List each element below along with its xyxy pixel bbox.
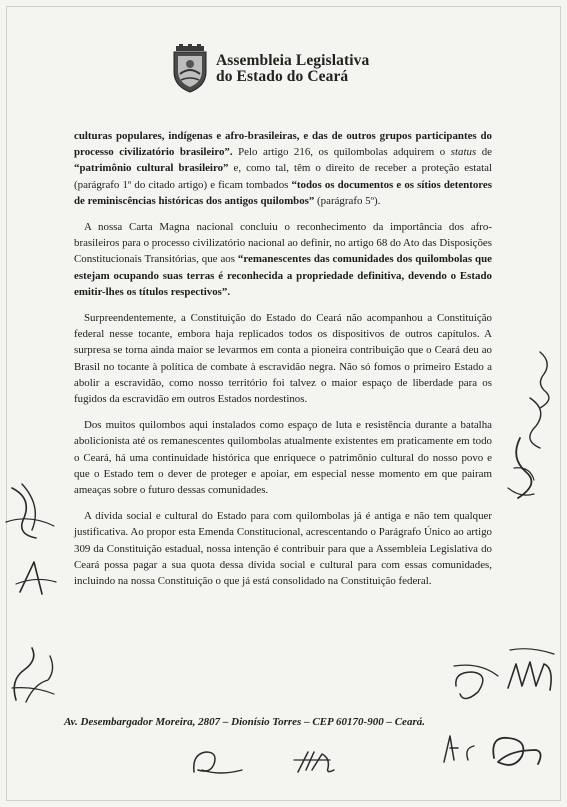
body-paragraph-1 xyxy=(74,128,492,209)
body-paragraph-3 xyxy=(74,310,492,407)
text-segment: “remanescentes das comunidades dos quilombolas que estejam ocupando suas terras é reconhecida a propriedade definitiva, devendo o Estado emitir-lhes os títulos respectivos”. xyxy=(74,253,492,298)
signature-right-3 xyxy=(440,722,550,772)
footer-address: Av. Desembargador Moreira, 2807 – Dionísio Torres – CEP 60170-900 – Ceará. xyxy=(64,716,425,728)
document-body xyxy=(74,128,492,599)
body-paragraph-4 xyxy=(74,417,492,498)
text-segment: Surpreendentemente, a Constituição do Estado do Ceará não acompanhou a Constituição federal nesse tocante, embora haja replicados todos os dispositivos de outros capítulos. A surpresa se torna ainda maior se levarmos em conta a pioneira contribuição que o Ceará deu ao Brasil no tocante à política de combate à escravidão negra. Não só fomos o primeiro Estado a abolir a escravidão, como nosso território foi talvez o maior espaço de liberdade para os fugidos da escravidão em outros Estados nordestinos. xyxy=(74,312,492,406)
text-segment: culturas populares, indígenas e afro-brasileiras, e das de outros grupos participantes do processo civilizatório brasileiro”. xyxy=(74,130,492,159)
text-segment: Pelo artigo 216, os quilombolas adquirem o xyxy=(232,146,451,159)
letterhead xyxy=(170,44,369,94)
text-segment: e, como tal, têm o direito de receber a proteção estatal (parágrafo 1º do citado artigo) e ficam tombados xyxy=(74,162,493,191)
signature-left-3 xyxy=(4,640,64,710)
signature-right-2 xyxy=(450,636,562,708)
text-segment: A nossa Carta Magna nacional concluiu o reconhecimento da importância dos afro-brasileiros para o processo civilizatório nacional ao definir, no artigo 68 do Ato das Disposições Constitucionais Transitórias, que aos xyxy=(74,221,492,266)
signature-bottom-2 xyxy=(290,746,340,776)
body-paragraph-5 xyxy=(74,508,492,589)
text-segment: Dos muitos quilombos aqui instalados como espaço de luta e resistência durante a batalha abolicionista até os remanescentes quilombolas atualmente existentes em praticamente em todo o Ceará, há uma continuidade histórica que enriquece o patrimônio cultural do nosso povo e que o Estado tem o dever de proteger e apoiar, em especial nesse momento em que pairam ameaças sobre o futuro dessas comunidades. xyxy=(74,419,492,497)
state-seal-icon xyxy=(170,44,210,94)
signature-left-2 xyxy=(12,556,62,602)
text-segment: “patrimônio cultural brasileiro” xyxy=(74,162,229,175)
institution-name xyxy=(216,53,369,86)
text-segment: status xyxy=(450,146,477,159)
institution-name-line2: do Estado do Ceará xyxy=(216,68,349,85)
signature-right-1 xyxy=(500,348,556,508)
signature-bottom-1 xyxy=(188,746,248,780)
text-segment: “todos os documentos e os sítios detentores de reminiscências históricas dos antigos quilombos” xyxy=(74,178,493,207)
text-segment: de xyxy=(476,146,492,159)
text-segment: A dívida social e cultural do Estado para com quilombolas já é antiga e não tem qualquer justificativa. Ao propor esta Emenda Constitucional, acrescentando o Parágrafo Único ao artigo 309 da Constituição estadual, nossa intenção é contribuir para que a Assembleia Legislativa do Ceará possa pagar a sua quota dessa dívida social e cultural para com essas comunidades, incluindo na nossa Constituição o que já está consolidado na Constituição federal. xyxy=(74,510,492,588)
text-segment: (parágrafo 5º). xyxy=(314,194,381,207)
institution-name-line1: Assembleia Legislativa xyxy=(216,51,370,69)
body-paragraph-2 xyxy=(74,219,492,300)
signature-left-1 xyxy=(2,478,62,554)
